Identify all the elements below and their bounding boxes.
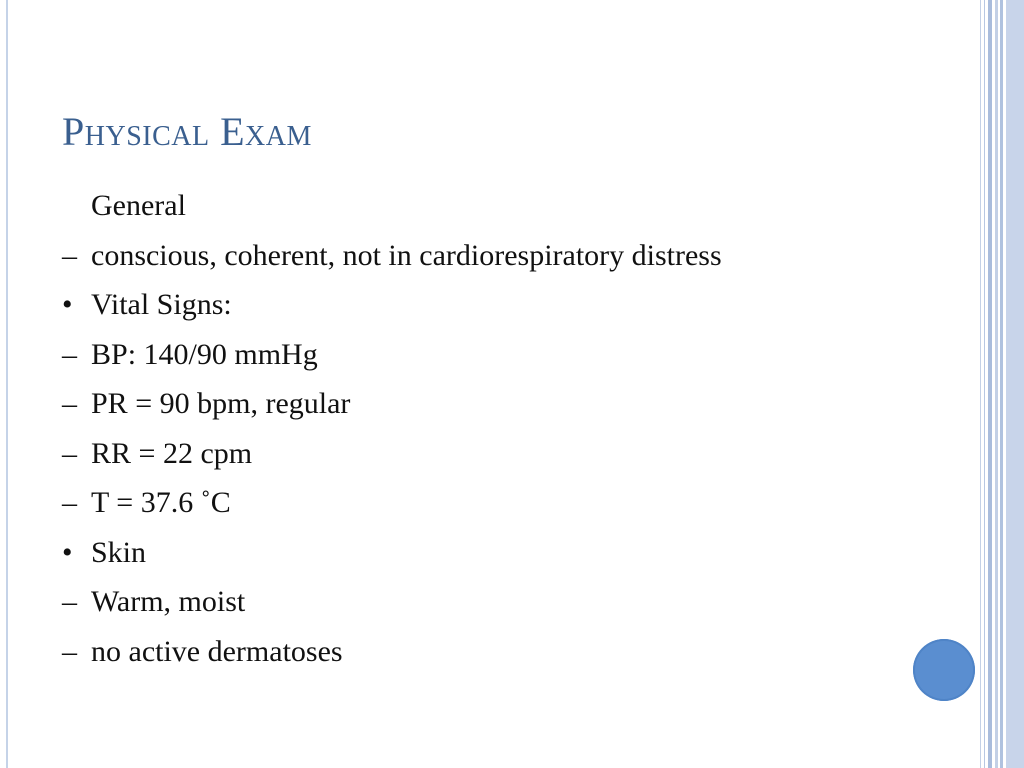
left-border-line (0, 0, 10, 768)
line-text: Skin (91, 535, 147, 569)
content-line (62, 335, 882, 375)
content-line (62, 236, 882, 276)
slide-title: Physical Exam (62, 109, 312, 154)
line-marker: – (62, 238, 77, 272)
line-text: BP: 140/90 mmHg (91, 337, 318, 371)
content-line (62, 582, 882, 622)
content-line (62, 285, 882, 325)
right-decorative-stripes (976, 0, 1024, 768)
content-line (62, 483, 882, 523)
line-text: conscious, coherent, not in cardiorespiratory distress (91, 238, 722, 272)
line-text: T = 37.6 ˚C (91, 486, 231, 519)
line-text: Vital Signs: (91, 288, 232, 321)
bullet-icon: • (62, 288, 73, 321)
line-marker: – (62, 337, 77, 371)
content-line (62, 434, 882, 474)
content-line (62, 632, 882, 672)
line-marker: – (62, 387, 77, 420)
line-text: Warm, moist (91, 585, 246, 618)
line-marker: – (62, 436, 77, 470)
content-line (62, 186, 882, 226)
line-text: PR = 90 bpm, regular (91, 387, 351, 420)
line-text: General (91, 189, 186, 222)
slide-content (62, 186, 882, 681)
decorative-circle (913, 639, 975, 701)
line-marker: – (62, 486, 77, 519)
line-marker: – (62, 585, 77, 618)
line-text: RR = 22 cpm (91, 436, 253, 470)
line-text: no active dermatoses (91, 634, 343, 668)
line-marker: – (62, 634, 77, 668)
content-line (62, 384, 882, 424)
bullet-icon: • (62, 535, 73, 569)
content-line (62, 533, 882, 573)
